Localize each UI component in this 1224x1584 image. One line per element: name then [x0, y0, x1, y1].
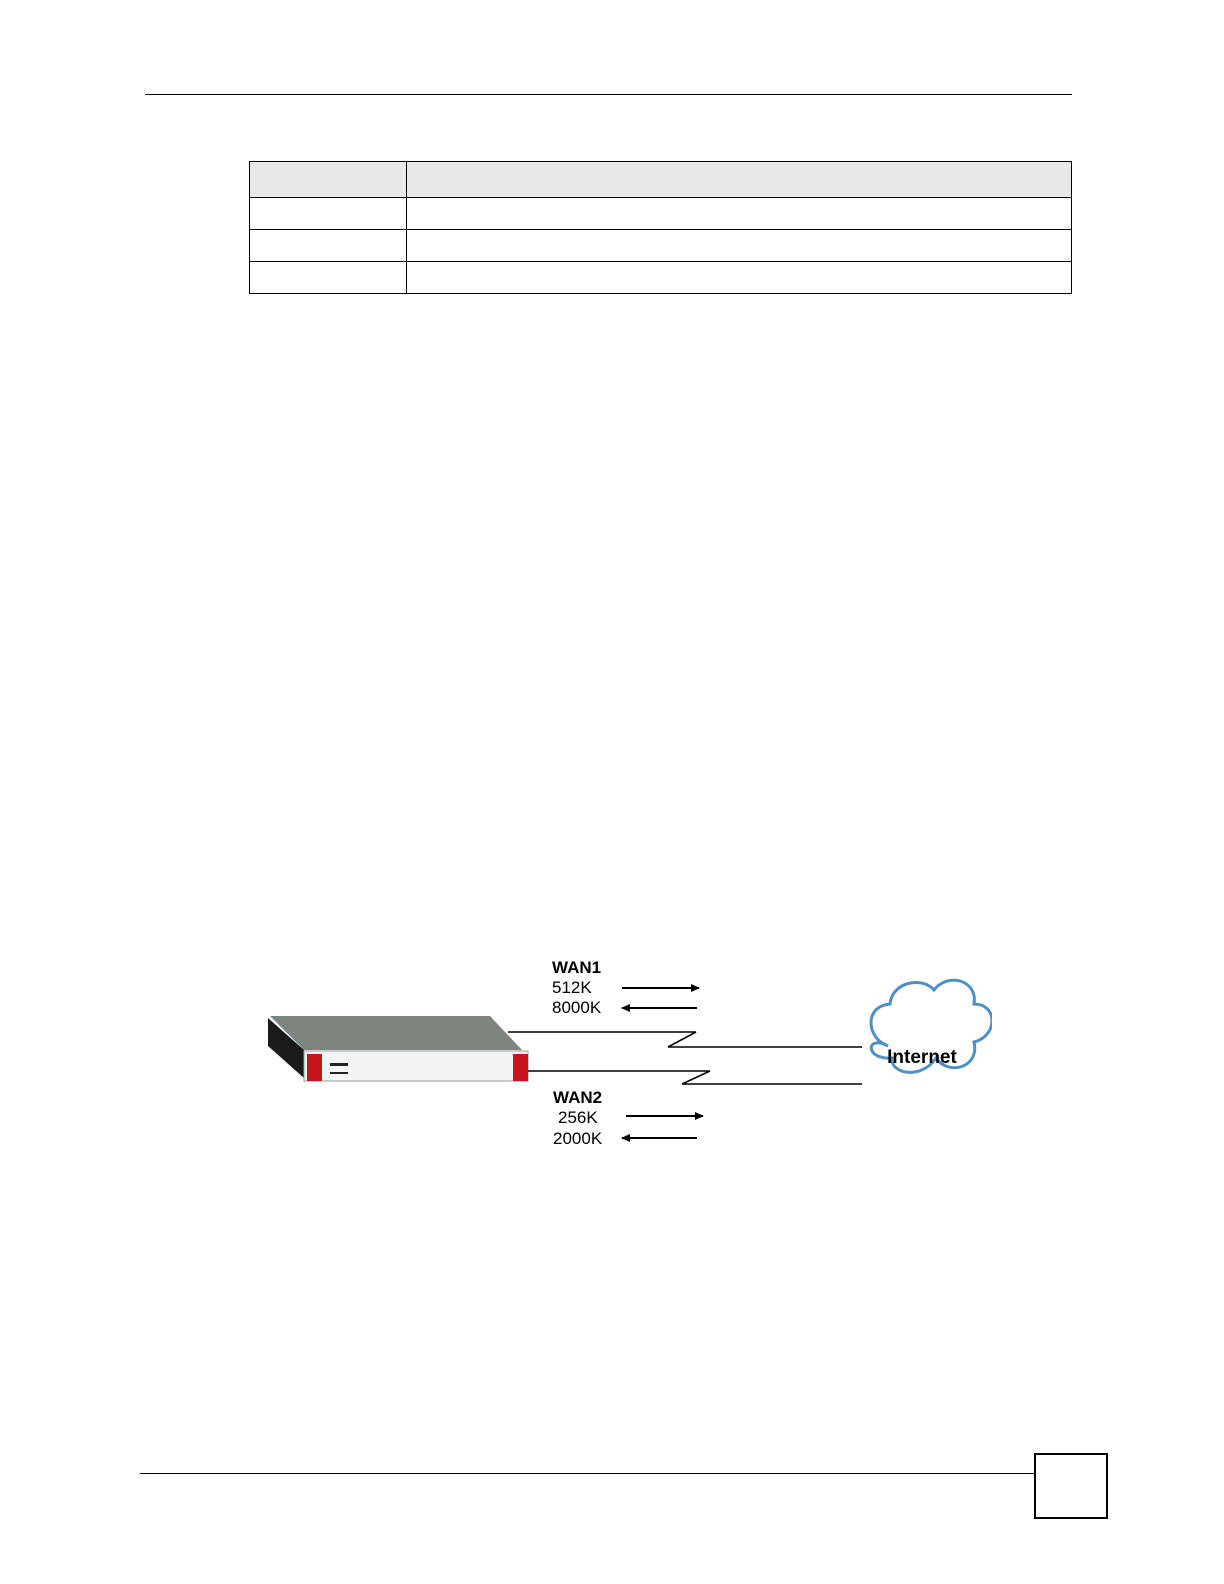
wan2-upstream: 256K [558, 1108, 598, 1127]
wan-bandwidth-figure [262, 950, 992, 1155]
wan1-upstream: 512K [552, 978, 592, 997]
wan2-label: WAN2 [553, 1088, 603, 1107]
wan1-downstream: 8000K [552, 998, 602, 1017]
wan1-label: WAN1 [552, 958, 602, 977]
wan1-link [508, 1032, 862, 1047]
wan2-downstream: 2000K [553, 1129, 603, 1148]
table-row [250, 230, 1072, 262]
table-header-row [250, 162, 1072, 198]
footer-rule [140, 1473, 1035, 1474]
table-row [250, 198, 1072, 230]
router-front-left-cap [307, 1054, 322, 1081]
router-front-led [330, 1072, 348, 1074]
table-row [250, 262, 1072, 294]
cloud-label: Internet [887, 1047, 957, 1068]
table-cell [250, 230, 407, 262]
page-number-box [1034, 1453, 1108, 1519]
parameter-table [249, 161, 1072, 294]
table-cell [407, 230, 1072, 262]
table-cell [407, 198, 1072, 230]
wan2-link [528, 1071, 862, 1084]
table-header-cell [250, 162, 407, 198]
router-top-surface [270, 1016, 522, 1050]
table-cell [250, 198, 407, 230]
table-header-cell [407, 162, 1072, 198]
header-rule [145, 94, 1072, 95]
router-front-right-cap [513, 1054, 528, 1081]
router-device-icon [268, 1016, 528, 1081]
table-cell [250, 262, 407, 294]
internet-cloud-icon [871, 980, 992, 1072]
router-front-led [330, 1063, 348, 1066]
table-cell [407, 262, 1072, 294]
